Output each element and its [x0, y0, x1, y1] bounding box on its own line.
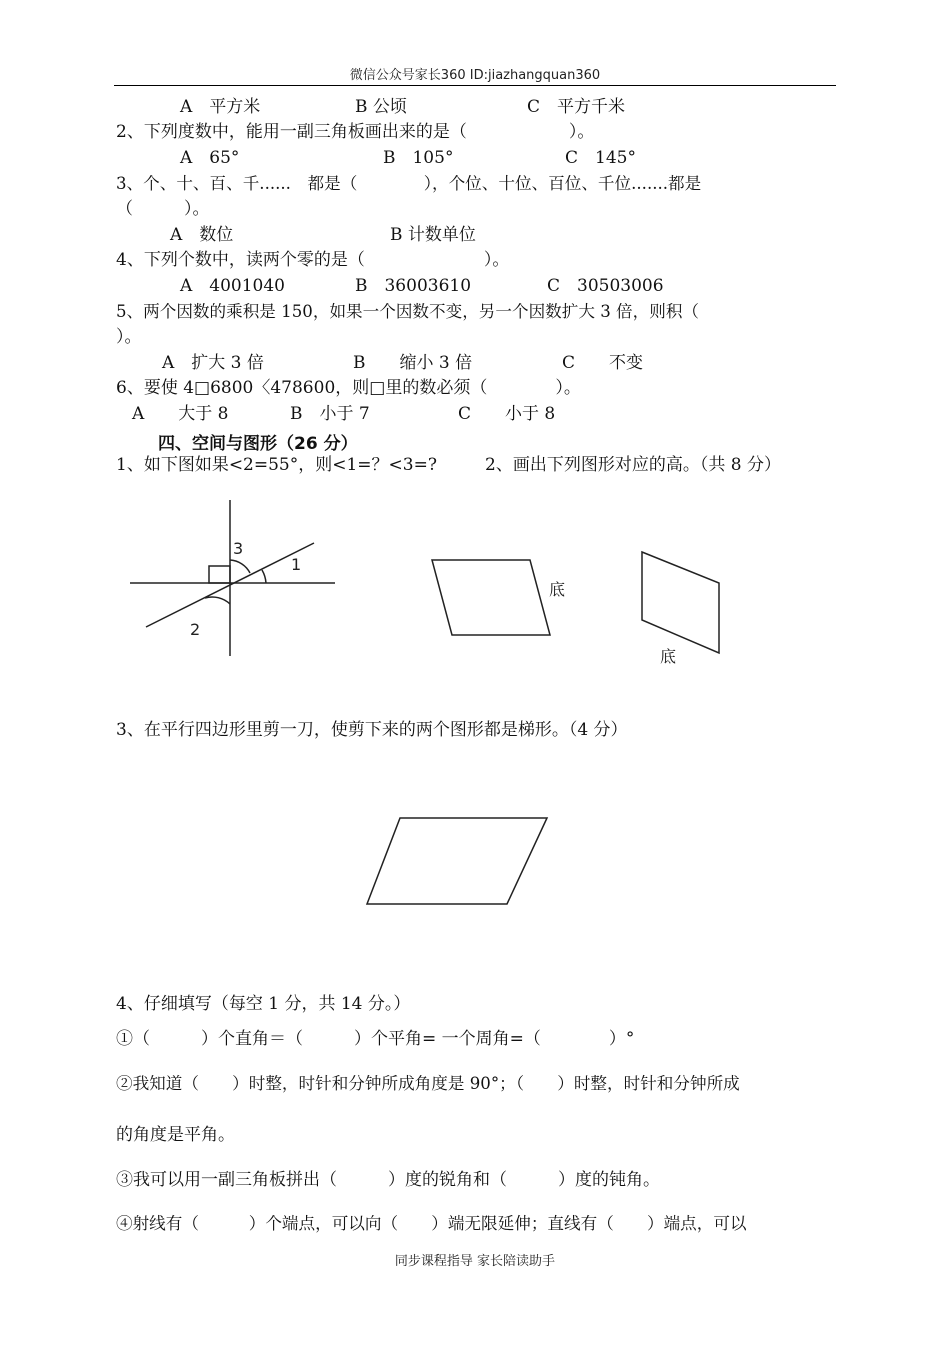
p3-text: 3、在平行四边形里剪一刀，使剪下来的两个图形都是梯形。（4 分）	[116, 720, 628, 740]
p4-line2-cont: 的角度是平角。	[116, 1125, 235, 1145]
q6-text: 6、要使 4□6800〈478600，则□里的数必须（ ）。	[116, 378, 581, 398]
angle3-label: 3	[233, 539, 244, 558]
p4-line4: ④射线有（ ）个端点，可以向（ ）端无限延伸；直线有（ ）端点，可以	[116, 1214, 747, 1233]
q4-text: 4、下列个数中，读两个零的是（ ）。	[116, 250, 510, 270]
right-angle-mark	[209, 566, 230, 583]
q5-option-a: A 扩大 3 倍	[162, 353, 264, 373]
q2-option-a: A 65°	[180, 148, 240, 168]
q2-text: 2、下列度数中，能用一副三角板画出来的是（ ）。	[116, 122, 595, 142]
section-title: 四、空间与图形（26 分）	[158, 434, 358, 454]
q6-option-c: C 小于 8	[458, 404, 556, 424]
base-label-2: 底	[549, 580, 566, 599]
angle3-arc	[230, 560, 250, 573]
q1-option-a: A 平方米	[180, 97, 261, 117]
p4-line3: ③我可以用一副三角板拼出（ ）度的锐角和（ ）度的钝角。	[116, 1170, 660, 1190]
p4-title: 4、仔细填写（每空 1 分，共 14 分。）	[116, 994, 411, 1014]
p2-text: 2、画出下列图形对应的高。（共 8 分）	[485, 455, 781, 475]
q5-text: 5、两个因数的乘积是 150，如果一个因数不变，另一个因数扩大 3 倍，则积（	[116, 302, 700, 321]
q6-option-b: B 小于 7	[290, 404, 370, 424]
angle2-label: 2	[190, 620, 201, 639]
q5-option-c: C 不变	[562, 353, 644, 373]
q4-option-b: B 36003610	[355, 276, 472, 296]
parallelogram-2	[432, 560, 550, 635]
q3-option-a: A 数位	[170, 225, 234, 245]
angle2-arc	[205, 597, 230, 604]
q4-option-a: A 4001040	[180, 276, 285, 296]
p4-line2: ②我知道（ ）时整，时针和分钟所成角度是 90°；（ ）时整，时针和分钟所成	[116, 1074, 740, 1093]
page-footer: 同步课程指导 家长陪读助手	[394, 1254, 556, 1269]
angle1-arc	[262, 570, 266, 583]
figure-angles	[130, 500, 335, 656]
q5-option-b: B 缩小 3 倍	[353, 353, 473, 373]
angle1-label: 1	[291, 555, 302, 574]
q3-text: 3、个、十、百、千...... 都是（ ），个位、十位、百位、千位.......都是	[116, 174, 702, 193]
q5-text-cont: ）。	[116, 327, 142, 347]
q1-option-c: C 平方千米	[527, 97, 626, 117]
q3-text-cont: （ ）。	[116, 199, 210, 219]
q3-option-b: B 计数单位	[390, 225, 476, 245]
p1-text: 1、如下图如果<2=55°，则<1=？<3=?	[116, 455, 437, 475]
page-header: 微信公众号家长360 ID:jiazhangquan360	[349, 68, 601, 83]
parallelogram-cut	[367, 818, 547, 904]
q2-option-b: B 105°	[383, 148, 454, 168]
q4-option-c: C 30503006	[547, 276, 664, 296]
parallelogram-3	[642, 552, 719, 653]
q6-option-a: A 大于 8	[132, 404, 229, 424]
base-label-3: 底	[660, 647, 677, 666]
q1-option-b: B 公顷	[355, 97, 407, 117]
q2-option-c: C 145°	[565, 148, 636, 168]
p4-line1: ①（ ）个直角＝（ ）个平角= 一个周角=（ ）°	[116, 1029, 635, 1049]
